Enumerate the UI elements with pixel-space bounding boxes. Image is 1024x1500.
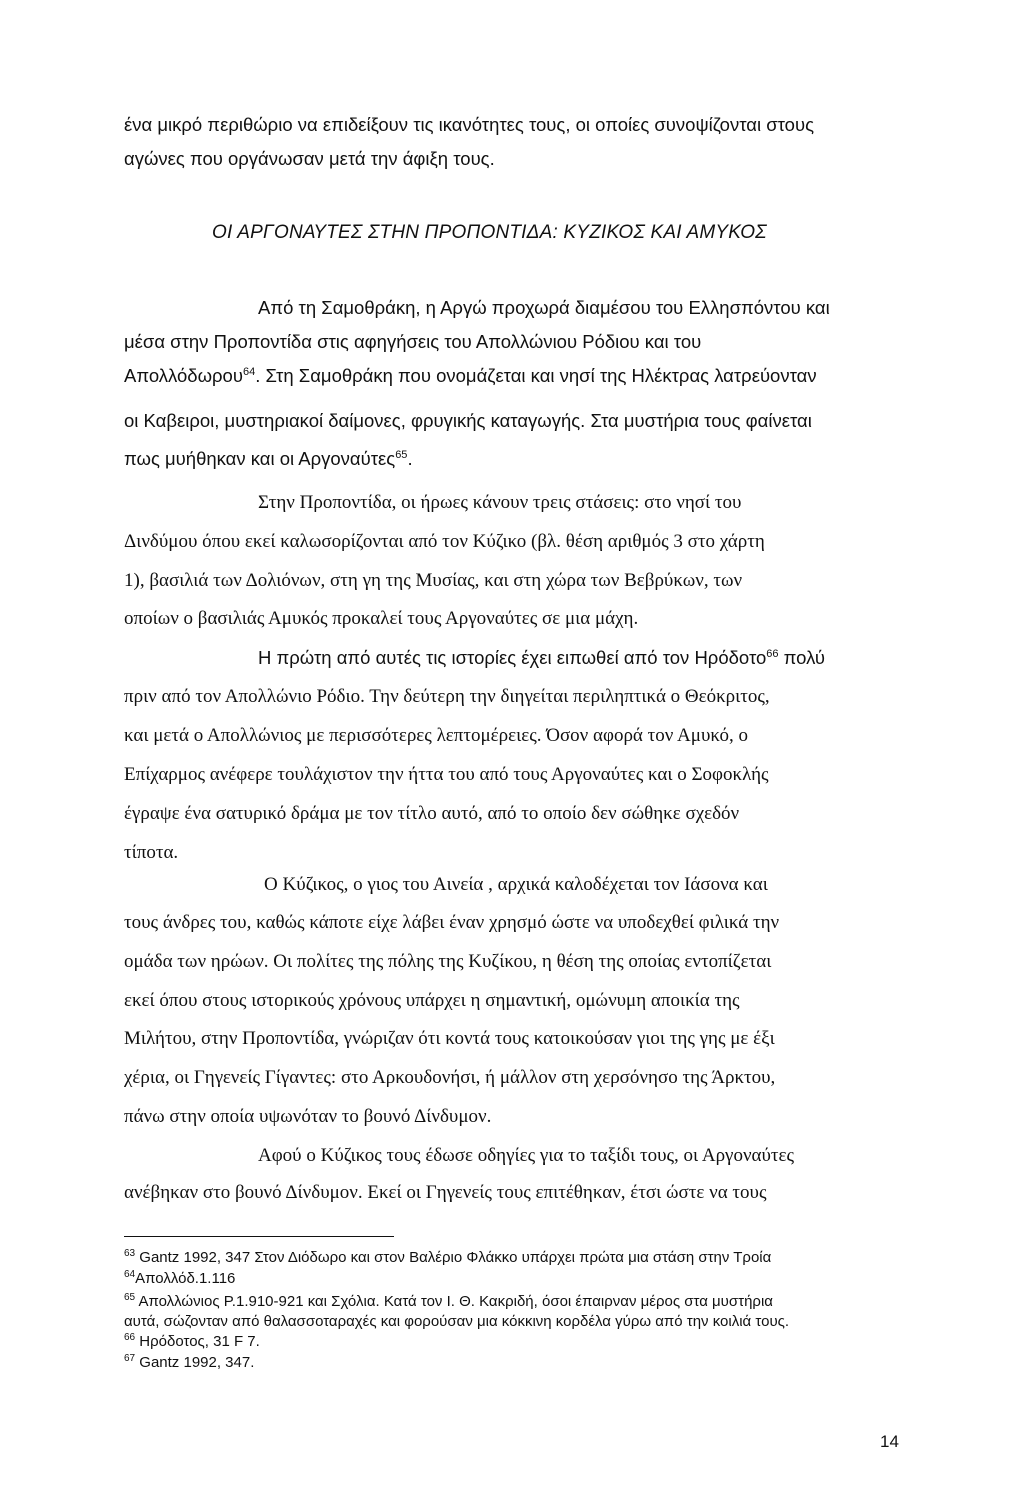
body-line: εκεί όπου στους ιστορικούς χρόνους υπάρχει η σημαντική, ομώνυμη αποικία της [124,990,740,1011]
body-line: 1), βασιλιά των Δολιόνων, στη γη της Μυσίας, και στη χώρα των Βεβρύκων, των [124,570,743,591]
body-line: ομάδα των ηρώων. Οι πολίτες της πόλης της Κυζίκου, η θέση της οποίας εντοπίζεται [124,951,772,972]
body-line: οι Καβειροι, μυστηριακοί δαίμονες, φρυγικής καταγωγής. Στα μυστήρια τους φαίνεται [124,410,812,431]
footnote: $^{64}$Απολλόδ.1.116 [124,1269,236,1287]
footnote-ref: 65 [395,448,408,461]
body-line: τους άνδρες του, καθώς κάποτε είχε λάβει έναν χρησμό ώστε να υποδεχθεί φιλικά την [124,912,780,933]
footnote-separator [124,1236,394,1237]
body-line: πριν από τον Απολλώνιο Ρόδιο. Την δεύτερη την διηγείται περιληπτικά ο Θεόκριτος, [124,686,770,707]
body-line: Αφού ο Κύζικος τους έδωσε οδηγίες για το ταξίδι τους, οι Αργοναύτες [258,1145,795,1166]
body-line: έγραψε ένα σατυρικό δράμα με τον τίτλο αυτό, από το οποίο δεν σώθηκε σχεδόν [124,803,740,824]
body-line: Επίχαρμος ανέφερε τουλάχιστον την ήττα του από τους Αργοναύτες και ο Σοφοκλής [124,764,769,785]
body-line: Στην Προποντίδα, οι ήρωες κάνουν τρεις στάσεις: στο νησί του [258,492,742,513]
body-line: Μιλήτου, στην Προποντίδα, γνώριζαν ότι κοντά τους κατοικούσαν γιοι της γης με έξι [124,1028,775,1049]
body-line: αγώνες που οργάνωσαν μετά την άφιξη τους. [124,148,495,169]
body-line: χέρια, οι Γηγενείς Γίγαντες: στο Αρκουδονήσι, ή μάλλον στη χερσόνησο της Άρκτου, [124,1067,776,1088]
footnote-ref: 66 [766,647,779,660]
body-line: μέσα στην Προποντίδα στις αφηγήσεις του Απολλώνιου Ρόδιου και του [124,331,702,352]
body-line: και μετά ο Απολλώνιος με περισσότερες λεπτομέρειες. Όσον αφορά τον Αμυκό, ο [124,725,749,746]
body-line: ανέβηκαν στο βουνό Δίνδυμον. Εκεί οι Γηγενείς τους επιτέθηκαν, έτσι ώστε να τους [124,1182,767,1203]
section-heading: ΟΙ ΑΡΓΟΝΑΥΤΕΣ ΣΤΗΝ ΠΡΟΠΟΝΤΙΔΑ: ΚΥΖΙΚΟΣ ΚΑΙ ΑΜΥΚΟΣ [212,222,767,243]
body-line: Ο Κύζικος, ο γιος του Αινεία , αρχικά καλοδέχεται τον Ιάσονα και [264,874,768,895]
body-line: πως μυήθηκαν και οι Αργοναύτες$^{65}$. [124,448,413,469]
footnote: $^{63}$ Gantz 1992, 347 Στον Διόδωρο και στον Βαλέριο Φλάκκο υπάρχει πρώτα μια στάση στην Τροία [124,1248,772,1266]
footnote: $^{65}$ Απολλώνιος Ρ.1.910-921 και Σχόλια. Κατά τον Ι. Θ. Κακριδή, όσοι έπαιρναν μέρος στα μυστήρια [124,1292,773,1310]
body-line: τίποτα. [124,842,179,863]
footnote: $^{66}$ Ηρόδοτος, 31 F 7. [124,1332,260,1350]
body-line: οποίων ο βασιλιάς Αμυκός προκαλεί τους Αργοναύτες σε μια μάχη. [124,608,639,629]
body-line: ένα μικρό περιθώριο να επιδείξουν τις ικανότητες τους, οι οποίες συνοψίζονται στους [124,114,815,135]
footnote: $^{67}$ Gantz 1992, 347. [124,1353,255,1371]
footnote-ref: 64 [242,365,256,378]
body-line: Δινδύμου όπου εκεί καλωσορίζονται από τον Κύζικο (βλ. θέση αριθμός 3 στο χάρτη [124,531,765,552]
page-number: 14 [880,1432,899,1451]
footnote: αυτά, σώζονταν από θαλασσοταραχές και φορούσαν μια κόκκινη κορδέλα γύρω από την κοιλιά τους. [124,1313,790,1330]
body-line: Η πρώτη από αυτές τις ιστορίες έχει ειπωθεί από τον Ηρόδοτο$^{66}$ πολύ [258,647,826,668]
body-line: Απολλόδωρου$^{64}$. Στη Σαμοθράκη που ονομάζεται και νησί της Ηλέκτρας λατρεύονταν [124,365,817,386]
body-line: Από τη Σαμοθράκη, η Αργώ προχωρά διαμέσου του Ελλησπόντου και [258,297,830,318]
body-line: πάνω στην οποία υψωνόταν το βουνό Δίνδυμον. [124,1106,492,1127]
